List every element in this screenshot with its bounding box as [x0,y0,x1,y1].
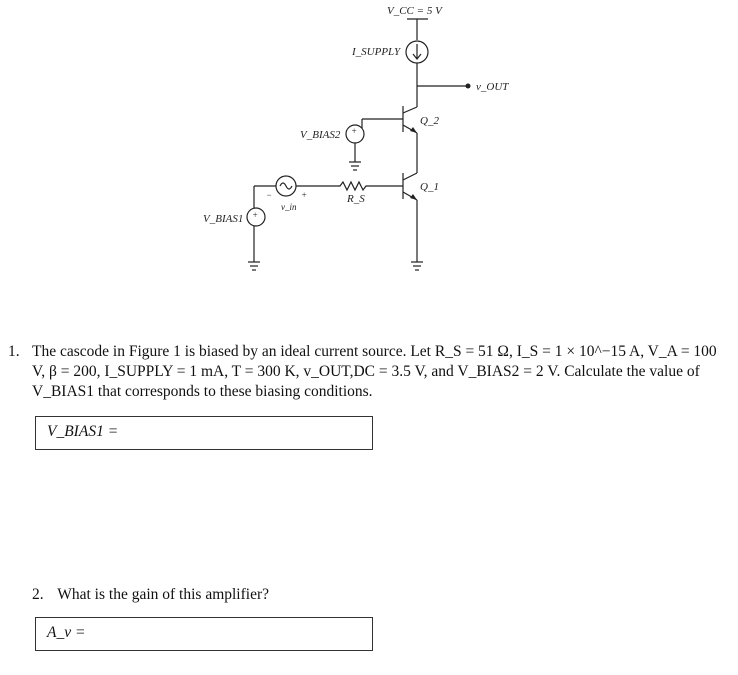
question-2 [32,585,269,605]
question-1-text: The cascode in Figure 1 is biased by an ideal current source. Let R_S = 51 Ω, I_S = 1 × 10^−15 A, V_A = 100 V, β = 200, I_SUPPLY = 1 mA, T = 300 K, v_OUT,DC = 3.5 V, and V_BIAS2 = 2 V. Calculate the value of V_BIAS1 that corresponds to these biasing conditions. [32,343,717,400]
question-1 [8,342,728,402]
question-2-number: 2. [32,586,44,603]
rs-label: R_S [347,193,365,205]
vbias2-label: V_BIAS2 [300,129,341,141]
answer-label-vbias1: V_BIAS1 = [47,423,119,440]
isupply-label: I_SUPPLY [352,46,401,58]
q1-label: Q_1 [420,181,439,193]
vbias1-label: V_BIAS1 [203,213,244,225]
vin-label: v_in [281,202,297,212]
question-1-number: 1. [8,343,20,360]
answer-box-gain[interactable] [35,617,373,651]
answer-label-gain: A_v = [47,624,86,641]
question-2-text: What is the gain of this amplifier? [57,586,270,603]
vin-minus-sign: − [266,190,273,200]
vcc-label: V_CC = 5 V [387,5,442,17]
vout-label: v_OUT [476,81,509,93]
vin-plus-sign: + [301,190,308,200]
answer-box-vbias1[interactable] [35,416,373,450]
vbias2-plus-sign: + [351,126,358,136]
q2-label: Q_2 [420,115,439,127]
cascode-circuit-figure [0,0,738,300]
vbias1-plus-sign: + [252,210,259,220]
